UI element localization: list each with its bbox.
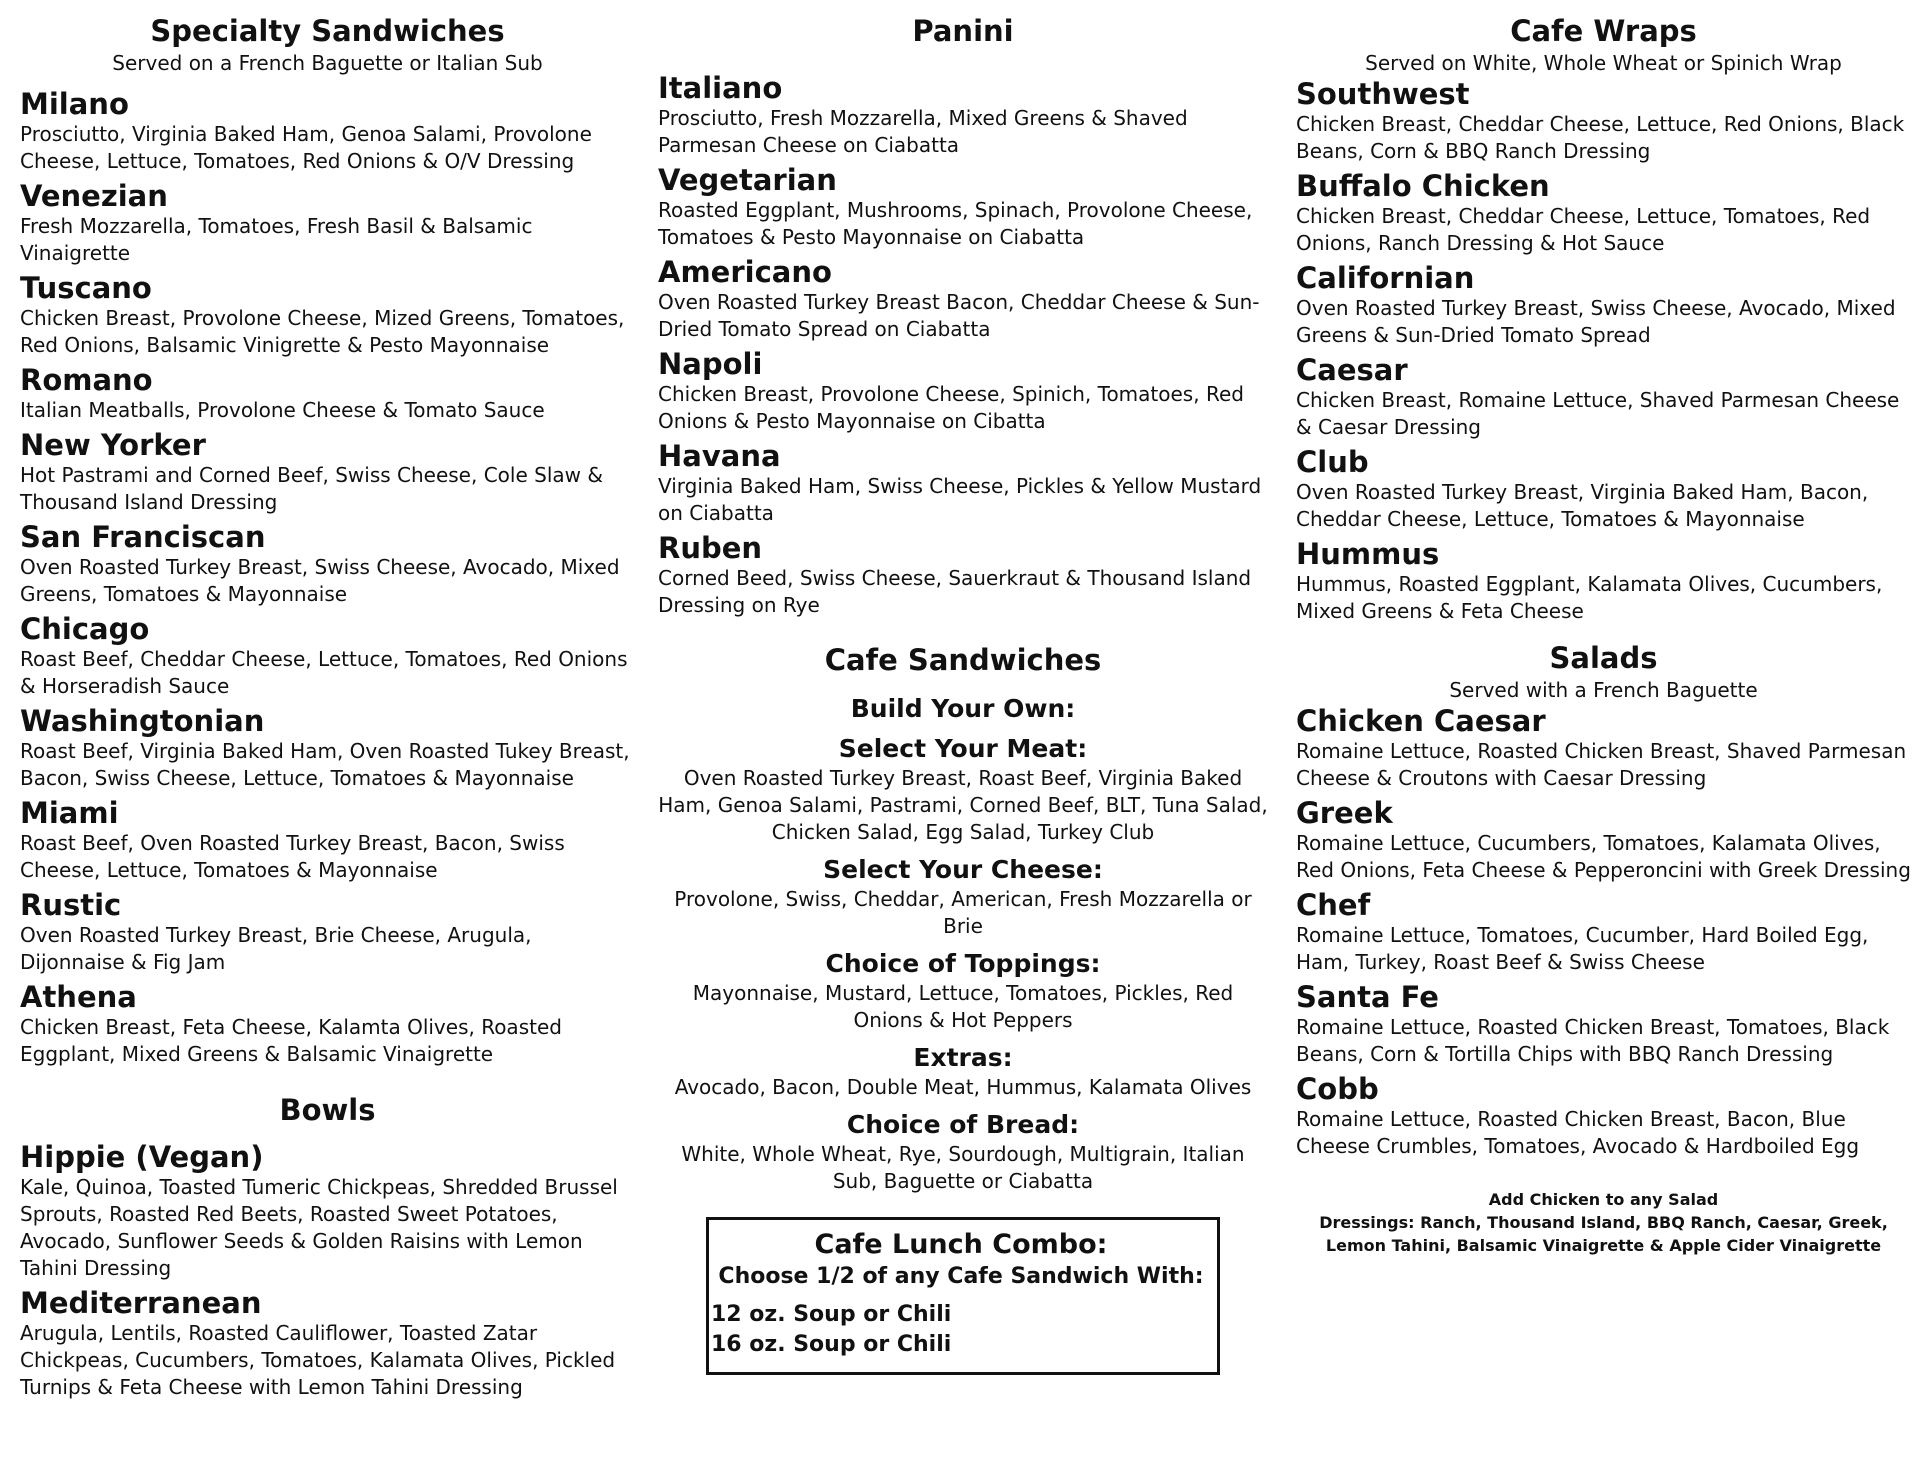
menu-item (1296, 538, 1911, 625)
menu-item (20, 705, 635, 792)
item-name: Italiano (658, 71, 783, 105)
item-name: Hummus (1296, 537, 1440, 571)
lunch-combo-option: 12 oz. Soup or Chili (711, 1302, 952, 1327)
item-name: Rustic (20, 888, 122, 922)
item-name: Chicago (20, 612, 150, 646)
lunch-combo-option: 16 oz. Soup or Chili (711, 1332, 952, 1357)
item-description: Roasted Eggplant, Mushrooms, Spinach, Provolone Cheese, Tomatoes & Pesto Mayonnaise on Ciabatta (658, 198, 1253, 249)
dressings-note: Dressings: Ranch, Thousand Island, BBQ Ranch, Caesar, Greek, Lemon Tahini, Balsamic Vinaigrette & Apple Cider Vinaigrette (1319, 1213, 1888, 1255)
item-name: San Franciscan (20, 520, 266, 554)
item-description: Hot Pastrami and Corned Beef, Swiss Cheese, Cole Slaw & Thousand Island Dressing (20, 463, 603, 514)
menu-item (20, 1287, 635, 1401)
item-description: Chicken Breast, Feta Cheese, Kalamta Olives, Roasted Eggplant, Mixed Greens & Balsamic Vinaigrette (20, 1015, 562, 1066)
cafe-wraps-title: Cafe Wraps (1510, 14, 1697, 48)
menu-item (1296, 354, 1911, 441)
item-description: Chicken Breast, Cheddar Cheese, Lettuce, Tomatoes, Red Onions, Ranch Dressing & Hot Sauce (1296, 204, 1871, 255)
select-cheese-heading: Select Your Cheese: (823, 855, 1103, 884)
item-name: Hippie (Vegan) (20, 1140, 264, 1174)
item-description: Romaine Lettuce, Roasted Chicken Breast, Shaved Parmesan Cheese & Croutons with Caesar Dressing (1296, 739, 1907, 790)
item-name: Greek (1296, 796, 1393, 830)
item-name: Club (1296, 445, 1369, 479)
item-description: Hummus, Roasted Eggplant, Kalamata Olives, Cucumbers, Mixed Greens & Feta Cheese (1296, 572, 1883, 623)
item-description: Romaine Lettuce, Roasted Chicken Breast, Bacon, Blue Cheese Crumbles, Tomatoes, Avocado & Hardboiled Egg (1296, 1107, 1860, 1158)
extras-options: Avocado, Bacon, Double Meat, Hummus, Kalamata Olives (674, 1075, 1252, 1099)
menu-item (658, 348, 1268, 435)
bowls-title: Bowls (279, 1093, 376, 1127)
menu-item (20, 797, 635, 884)
specialty-sandwiches-subtitle: Served on a French Baguette or Italian Sub (112, 51, 543, 75)
build-your-own (658, 693, 1268, 725)
salad-notes (1296, 1188, 1911, 1257)
menu-item (658, 532, 1268, 619)
item-description: Chicken Breast, Cheddar Cheese, Lettuce, Red Onions, Black Beans, Corn & BBQ Ranch Dressing (1296, 112, 1905, 163)
item-description: Chicken Breast, Provolone Cheese, Mized Greens, Tomatoes, Red Onions, Balsamic Vinigrette & Pesto Mayonnaise (20, 306, 625, 357)
item-description: Oven Roasted Turkey Breast, Swiss Cheese, Avocado, Mixed Greens & Sun-Dried Tomato Spread (1296, 296, 1896, 347)
menu-item (20, 1141, 635, 1282)
item-name: Caesar (1296, 353, 1408, 387)
toppings-heading: Choice of Toppings: (825, 949, 1101, 978)
column-middle (658, 12, 1268, 1375)
select-meat-heading: Select Your Meat: (838, 734, 1088, 763)
item-description: Virginia Baked Ham, Swiss Cheese, Pickles & Yellow Mustard on Ciabatta (658, 474, 1262, 525)
item-description: Oven Roasted Turkey Breast, Brie Cheese, Arugula, Dijonnaise & Fig Jam (20, 923, 532, 974)
item-description: Oven Roasted Turkey Breast, Swiss Cheese, Avocado, Mixed Greens, Tomatoes & Mayonnaise (20, 555, 620, 606)
item-name: Santa Fe (1296, 980, 1439, 1014)
salads-subtitle: Served with a French Baguette (1449, 678, 1758, 702)
item-description: Romaine Lettuce, Roasted Chicken Breast, Tomatoes, Black Beans, Corn & Tortilla Chips with BBQ Ranch Dressing (1296, 1015, 1890, 1066)
item-description: Prosciutto, Fresh Mozzarella, Mixed Greens & Shaved Parmesan Cheese on Ciabatta (658, 106, 1188, 157)
item-description: Chicken Breast, Provolone Cheese, Spinich, Tomatoes, Red Onions & Pesto Mayonnaise on Cibatta (658, 382, 1244, 433)
bread-options: White, Whole Wheat, Rye, Sourdough, Multigrain, Italian Sub, Baguette or Ciabatta (681, 1142, 1245, 1193)
cafe-sandwiches-title: Cafe Sandwiches (824, 643, 1102, 677)
menu-item (1296, 797, 1911, 884)
menu-item (20, 521, 635, 608)
item-description: Arugula, Lentils, Roasted Cauliflower, Toasted Zatar Chickpeas, Cucumbers, Tomatoes, Kalamata Olives, Pickled Turnips & Feta Cheese with Lemon Tahini Dressing (20, 1321, 616, 1399)
menu-item (20, 981, 635, 1068)
menu-item (20, 889, 635, 976)
item-name: Chicken Caesar (1296, 704, 1546, 738)
item-name: Tuscano (20, 271, 152, 305)
choice-of-bread (658, 1109, 1268, 1195)
item-name: Athena (20, 980, 137, 1014)
bread-heading: Choice of Bread: (846, 1110, 1080, 1139)
item-name: Miami (20, 796, 119, 830)
item-name: Cobb (1296, 1072, 1379, 1106)
item-description: Oven Roasted Turkey Breast, Virginia Baked Ham, Bacon, Cheddar Cheese, Lettuce, Tomatoes & Mayonnaise (1296, 480, 1869, 531)
menu-item (20, 364, 635, 424)
item-description: Italian Meatballs, Provolone Cheese & Tomato Sauce (20, 398, 545, 422)
menu-item (658, 440, 1268, 527)
item-name: Milano (20, 87, 129, 121)
item-name: Chef (1296, 888, 1371, 922)
cafe-wraps-subtitle: Served on White, Whole Wheat or Spinich Wrap (1365, 51, 1842, 75)
specialty-sandwiches-title: Specialty Sandwiches (150, 14, 505, 48)
item-name: Mediterranean (20, 1286, 262, 1320)
menu-item (1296, 889, 1911, 976)
item-name: Southwest (1296, 77, 1470, 111)
menu-item (1296, 705, 1911, 792)
menu-item (1296, 78, 1911, 165)
salads-title: Salads (1549, 641, 1658, 675)
menu-item (1296, 1073, 1911, 1160)
build-your-own-heading: Build Your Own: (850, 694, 1076, 723)
item-name: Washingtonian (20, 704, 265, 738)
item-name: Californian (1296, 261, 1475, 295)
item-description: Oven Roasted Turkey Breast Bacon, Cheddar Cheese & Sun-Dried Tomato Spread on Ciabatta (658, 290, 1260, 341)
item-name: Americano (658, 255, 832, 289)
choice-of-toppings (658, 948, 1268, 1034)
toppings-options: Mayonnaise, Mustard, Lettuce, Tomatoes, Pickles, Red Onions & Hot Peppers (692, 981, 1234, 1032)
item-description: Corned Beed, Swiss Cheese, Sauerkraut & Thousand Island Dressing on Rye (658, 566, 1252, 617)
item-description: Roast Beef, Cheddar Cheese, Lettuce, Tomatoes, Red Onions & Horseradish Sauce (20, 647, 628, 698)
menu-item (20, 180, 635, 267)
menu-item (1296, 170, 1911, 257)
extras (658, 1042, 1268, 1101)
item-description: Prosciutto, Virginia Baked Ham, Genoa Salami, Provolone Cheese, Lettuce, Tomatoes, Red Onions & O/V Dressing (20, 122, 592, 173)
item-name: Napoli (658, 347, 763, 381)
item-description: Chicken Breast, Romaine Lettuce, Shaved Parmesan Cheese & Caesar Dressing (1296, 388, 1900, 439)
lunch-combo-box (706, 1217, 1220, 1375)
item-name: Venezian (20, 179, 168, 213)
item-name: Havana (658, 439, 781, 473)
menu-item (658, 164, 1268, 251)
menu-item (1296, 981, 1911, 1068)
column-left (20, 12, 635, 1406)
item-description: Romaine Lettuce, Cucumbers, Tomatoes, Kalamata Olives, Red Onions, Feta Cheese & Pepperoncini with Greek Dressing (1296, 831, 1911, 882)
lunch-combo-subtitle: Choose 1/2 of any Cafe Sandwich With: (718, 1264, 1204, 1289)
item-name: New Yorker (20, 428, 206, 462)
menu-item (1296, 446, 1911, 533)
lunch-combo-title: Cafe Lunch Combo: (814, 1229, 1108, 1260)
select-cheese (658, 854, 1268, 940)
select-meat-options: Oven Roasted Turkey Breast, Roast Beef, Virginia Baked Ham, Genoa Salami, Pastrami, Corned Beef, BLT, Tuna Salad, Chicken Salad, Egg Salad, Turkey Club (658, 766, 1268, 844)
panini-title: Panini (912, 14, 1014, 48)
menu-item (20, 613, 635, 700)
menu-item (658, 72, 1268, 159)
menu-item (1296, 262, 1911, 349)
item-description: Fresh Mozzarella, Tomatoes, Fresh Basil & Balsamic Vinaigrette (20, 214, 533, 265)
item-description: Kale, Quinoa, Toasted Tumeric Chickpeas, Shredded Brussel Sprouts, Roasted Red Beets, Roasted Sweet Potatoes, Avocado, Sunflower Seeds & Golden Raisins with Lemon Tahini Dressing (20, 1175, 618, 1280)
add-chicken-note: Add Chicken to any Salad (1488, 1190, 1719, 1209)
item-name: Romano (20, 363, 153, 397)
menu-item (20, 272, 635, 359)
menu-item (658, 256, 1268, 343)
column-right (1296, 12, 1911, 1257)
extras-heading: Extras: (913, 1043, 1013, 1072)
menu-item (20, 429, 635, 516)
menu-item (20, 88, 635, 175)
item-name: Vegetarian (658, 163, 837, 197)
item-description: Roast Beef, Oven Roasted Turkey Breast, Bacon, Swiss Cheese, Lettuce, Tomatoes & Mayonnaise (20, 831, 565, 882)
select-meat (658, 733, 1268, 846)
item-name: Ruben (658, 531, 763, 565)
select-cheese-options: Provolone, Swiss, Cheddar, American, Fresh Mozzarella or Brie (674, 887, 1252, 938)
item-description: Roast Beef, Virginia Baked Ham, Oven Roasted Tukey Breast, Bacon, Swiss Cheese, Lettuce, Tomatoes & Mayonnaise (20, 739, 630, 790)
item-description: Romaine Lettuce, Tomatoes, Cucumber, Hard Boiled Egg, Ham, Turkey, Roast Beef & Swiss Cheese (1296, 923, 1869, 974)
item-name: Buffalo Chicken (1296, 169, 1550, 203)
